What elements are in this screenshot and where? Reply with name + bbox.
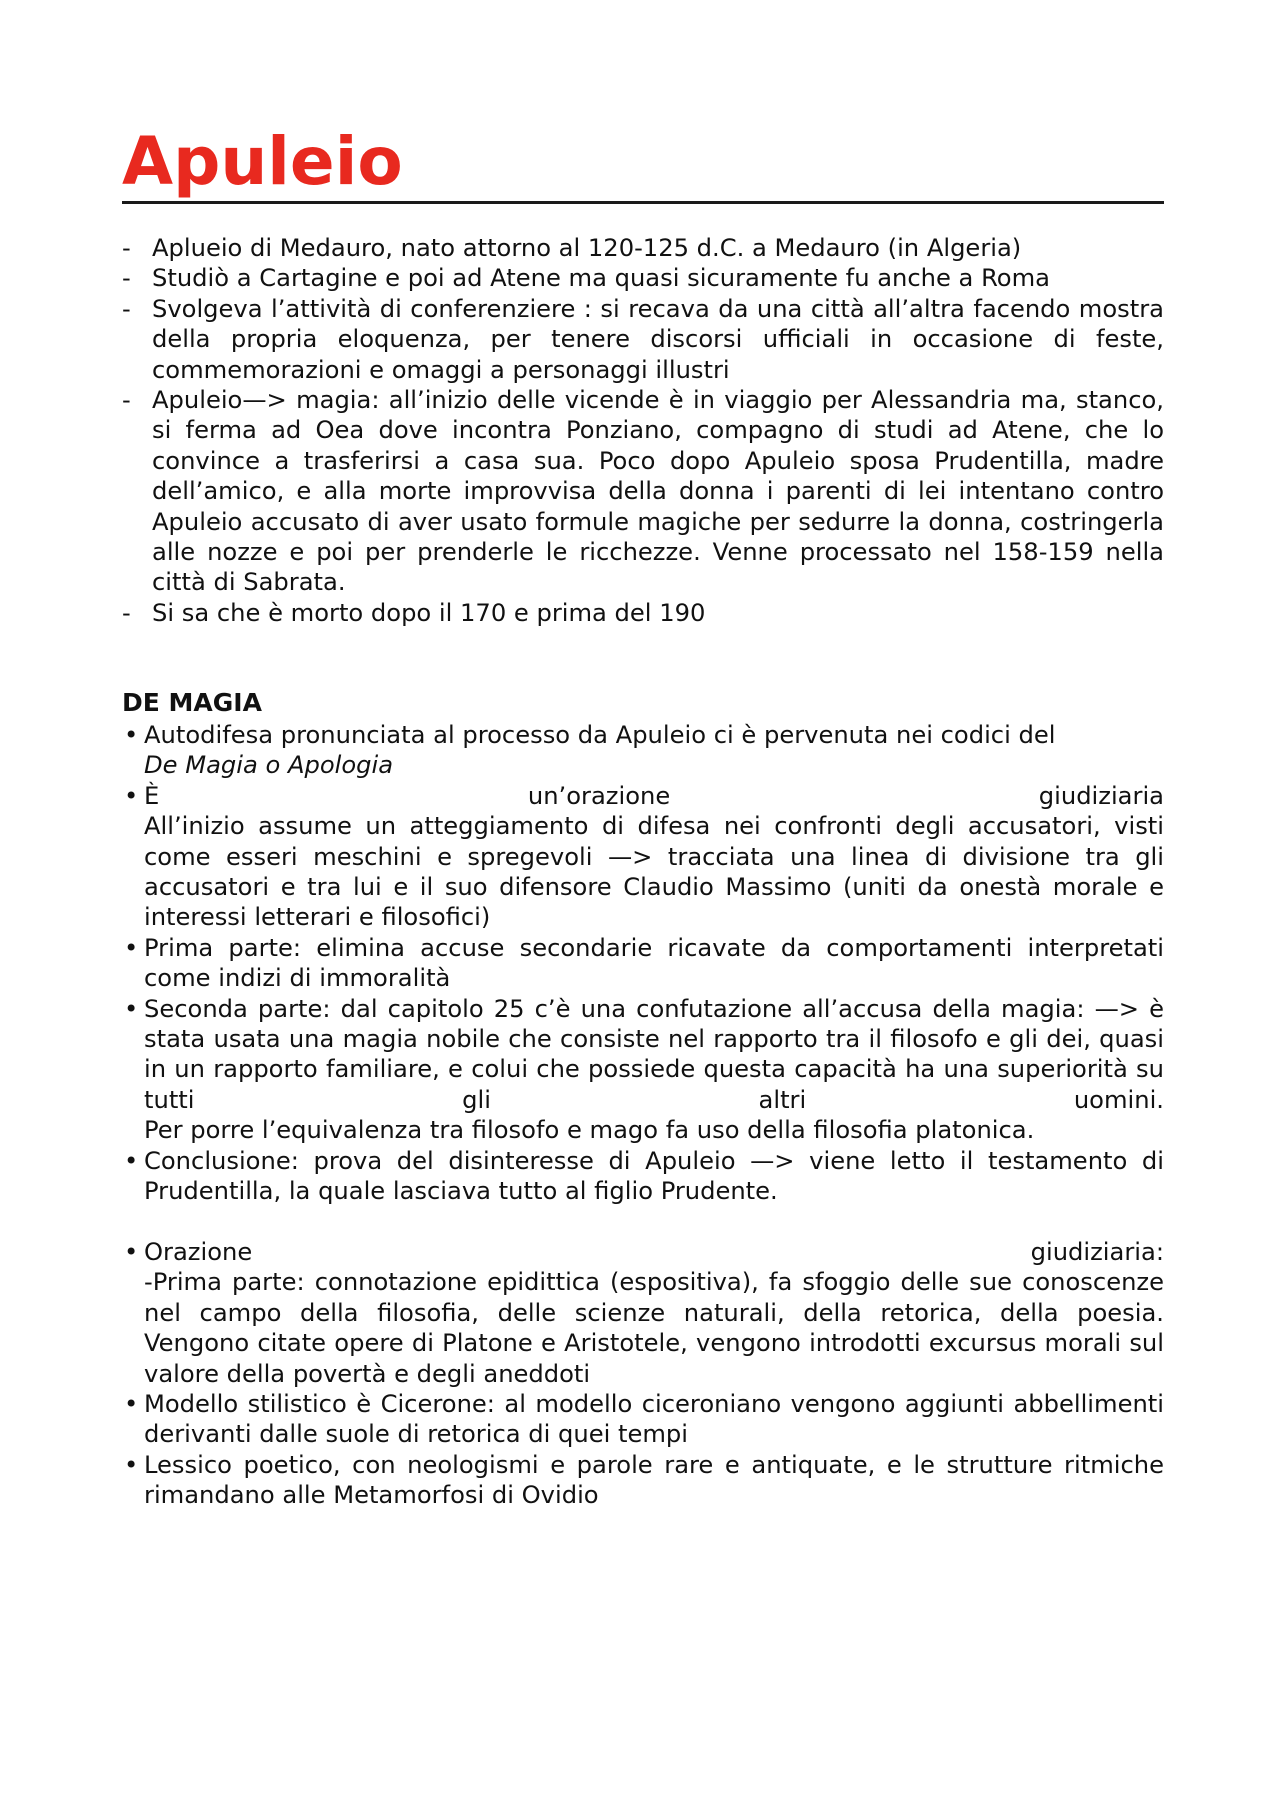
list-item-text: Aplueio di Medauro, nato attorno al 120-125 d.C. a Medauro (in Algeria) [152, 234, 1022, 262]
list-item [122, 1389, 1164, 1450]
de-magia-list [122, 720, 1164, 1511]
work-title: De Magia o Apologia [144, 751, 394, 780]
dash-marker: - [122, 234, 131, 262]
list-item [122, 1237, 1164, 1389]
list-item-text: Svolgeva l’attività di conferenziere : si recava da una città all’altra facendo mostra della propria eloquenza, per tenere discorsi ufficiali in occasione di feste, commemorazioni e omaggi a personaggi illustri [152, 294, 1164, 384]
list-item-text: Si sa che è morto dopo il 170 e prima del 190 [152, 598, 706, 627]
dash-marker: - [122, 598, 131, 627]
dash-marker: - [122, 264, 131, 293]
bullet-marker: • [124, 994, 139, 1023]
list-item [122, 233, 1164, 263]
bullet-marker: • [124, 1146, 139, 1175]
list-item-text: Studiò a Cartagine e poi ad Atene ma quasi sicuramente fu anche a Roma [152, 264, 1050, 293]
list-item [122, 385, 1164, 598]
spacer [122, 1207, 1164, 1237]
list-item [122, 294, 1164, 385]
bullet-marker: • [124, 781, 139, 810]
list-item-text: -Prima parte: connotazione epidittica (espositiva), fa sfoggio delle sue conoscenze nel campo della filosofia, delle scienze naturali, della retorica, della poesia. Vengono citate opere di Platone e Aristotele, vengono introdotti excursus morali sul valore della povertà e degli aneddoti [144, 1268, 1164, 1388]
list-item-lead: È un’orazione giudiziaria [144, 781, 1164, 810]
bullet-marker: • [124, 1450, 139, 1479]
list-item [122, 994, 1164, 1146]
bullet-marker: • [124, 933, 139, 962]
list-item-text: Conclusione: prova del disinteresse di Apuleio —> viene letto il testamento di Prudentilla, la quale lasciava tutto al figlio Prudente. [144, 1146, 1164, 1206]
title-underline [122, 201, 1164, 204]
list-item-lead: Seconda parte: dal capitolo 25 c’è una confutazione all’accusa della magia: —> è stata usata una magia nobile che consiste nel rapporto tra il filosofo e gli dei, quasi in un rapporto familiare, e colui che possiede questa capacità ha una superiorità su tutti gli altri uomini. [144, 994, 1164, 1114]
list-item-text: All’inizio assume un atteggiamento di difesa nei confronti degli accusatori, visti come esseri meschini e spregevoli —> tracciata una linea di divisione tra gli accusatori e tra lui e il suo difensore Claudio Massimo (uniti da onestà morale e interessi letterari e filosofici) [144, 812, 1164, 932]
list-item-text: Autodifesa pronunciata al processo da Apuleio ci è pervenuta nei codici del [144, 721, 1056, 749]
list-item-text: Prima parte: elimina accuse secondarie ricavate da comportamenti interpretati come indizi di immoralità [144, 933, 1164, 993]
list-item-lead: Orazione giudiziaria: [144, 1237, 1164, 1266]
list-item-text: Modello stilistico è Cicerone: al modello ciceroniano vengono aggiunti abbellimenti derivanti dalle suole di retorica di quei tempi [144, 1389, 1164, 1449]
list-item [122, 598, 1164, 628]
dash-marker: - [122, 386, 131, 415]
biography-list [122, 233, 1164, 628]
list-item [122, 1450, 1164, 1511]
list-item-text: Lessico poetico, con neologismi e parole rare e antiquate, e le strutture ritmiche rimandano alle Metamorfosi di Ovidio [144, 1450, 1164, 1510]
dash-marker: - [122, 294, 131, 323]
bullet-marker: • [124, 1389, 139, 1418]
section-heading-de-magia: DE MAGIA [122, 688, 262, 717]
bullet-marker: • [124, 1237, 139, 1266]
list-item [122, 1146, 1164, 1207]
list-item-text: Per porre l’equivalenza tra filosofo e mago fa uso della filosofia platonica. [144, 1116, 1035, 1145]
page-title: Apuleio [122, 123, 403, 200]
list-item [122, 263, 1164, 293]
list-item [122, 720, 1164, 781]
list-item-text: Apuleio—> magia: all’inizio delle vicende è in viaggio per Alessandria ma, stanco, si ferma ad Oea dove incontra Ponziano, compagno di studi ad Atene, che lo convince a trasferirsi a casa sua. Poco dopo Apuleio sposa Prudentilla, madre dell’amico, e alla morte improvvisa della donna i parenti di lei intentano contro Apuleio accusato di aver usato formule magiche per sedurre la donna, costringerla alle nozze e poi per prenderle le ricchezze. Venne processato nel 158-159 nella città di Sabrata. [152, 386, 1164, 597]
bullet-marker: • [124, 721, 139, 749]
list-item [122, 781, 1164, 933]
list-item [122, 933, 1164, 994]
